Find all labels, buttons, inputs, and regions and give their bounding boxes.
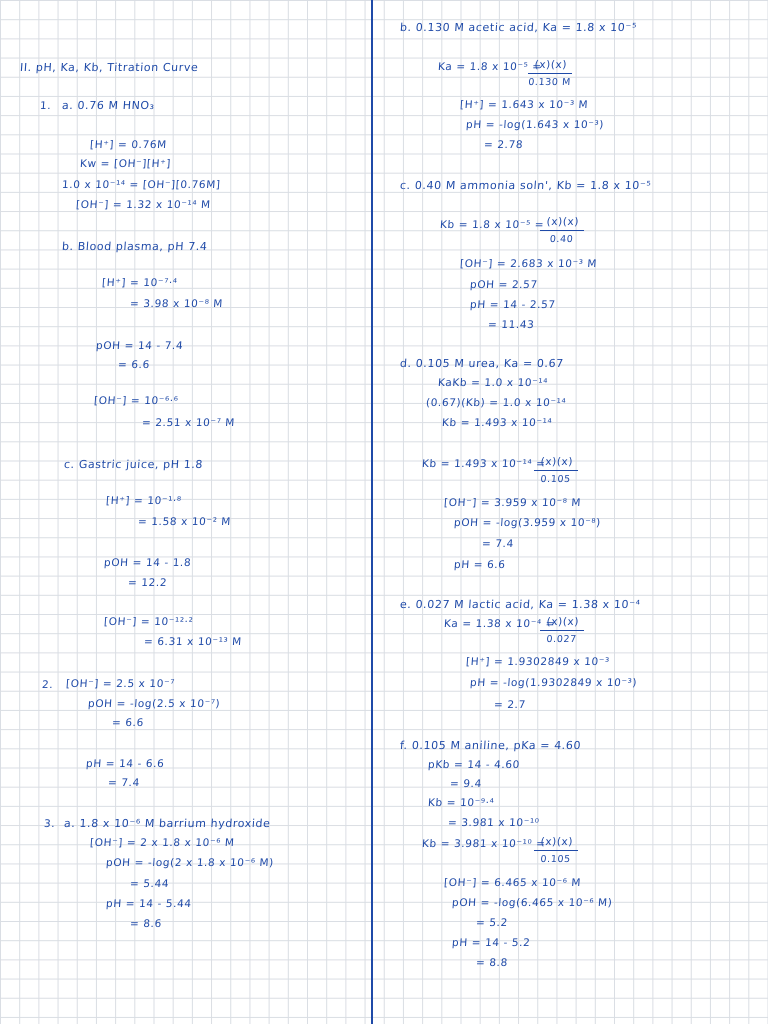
problem-1a-line: [H⁺] = 0.76M [89, 139, 168, 151]
problem-3d-line: Kb = 1.493 x 10⁻¹⁴ [441, 417, 553, 429]
fraction-denominator: 0.027 [546, 633, 578, 645]
fraction-denominator: 0.105 [540, 853, 572, 865]
problem-3d-line: KaKb = 1.0 x 10⁻¹⁴ [437, 377, 549, 389]
fraction-denominator: 0.105 [540, 473, 572, 485]
problem-1b-line: = 2.51 x 10⁻⁷ M [141, 417, 236, 429]
problem-3f-equation: Kb = 3.981 x 10⁻¹⁰ = [421, 838, 546, 850]
problem-1a-line: [OH⁻] = 1.32 x 10⁻¹⁴ M [75, 199, 211, 211]
column-divider [371, 0, 373, 1024]
problem-1c-heading: c. Gastric juice, pH 1.8 [63, 458, 204, 471]
problem-1c-line: = 12.2 [127, 577, 168, 589]
fraction-numerator: (x)(x) [534, 457, 579, 471]
problem-3d-line: (0.67)(Kb) = 1.0 x 10⁻¹⁴ [425, 397, 567, 409]
problem-3b-line: = 2.78 [483, 139, 524, 151]
problem-3f-line: = 3.981 x 10⁻¹⁰ [447, 817, 540, 829]
problem-3d-heading: d. 0.105 M urea, Ka = 0.67 [399, 357, 565, 370]
problem-3f-line: [OH⁻] = 6.465 x 10⁻⁶ M [443, 877, 582, 889]
problem-3a-line: [OH⁻] = 2 x 1.8 x 10⁻⁶ M [89, 837, 235, 849]
problem-1c-line: = 1.58 x 10⁻² M [137, 516, 232, 528]
problem-3a-heading: a. 1.8 x 10⁻⁶ M barrium hydroxide [63, 817, 271, 830]
problem-number-3: 3. [43, 818, 56, 830]
problem-1b-heading: b. Blood plasma, pH 7.4 [61, 240, 208, 253]
problem-3e-line: [H⁺] = 1.9302849 x 10⁻³ [465, 656, 611, 668]
fraction-numerator: (x)(x) [528, 60, 573, 74]
problem-1c-line: [H⁺] = 10⁻¹·⁸ [105, 495, 183, 507]
problem-3f-line: = 8.8 [475, 957, 509, 969]
problem-number-2: 2. [41, 679, 54, 691]
fraction-denominator: 0.40 [549, 233, 574, 245]
problem-3b-line: [H⁺] = 1.643 x 10⁻³ M [459, 99, 589, 111]
problem-3c-heading: c. 0.40 M ammonia soln', Kb = 1.8 x 10⁻⁵ [399, 179, 652, 192]
problem-3a-line: pH = 14 - 5.44 [105, 898, 193, 910]
section-title: II. pH, Ka, Kb, Titration Curve [19, 61, 199, 74]
problem-3b-equation: Ka = 1.8 x 10⁻⁵ = [437, 61, 543, 73]
problem-2-line: [OH⁻] = 2.5 x 10⁻⁷ [65, 678, 176, 690]
problem-3d-line: [OH⁻] = 3.959 x 10⁻⁸ M [443, 497, 582, 509]
problem-3f-line: pOH = -log(6.465 x 10⁻⁶ M) [451, 897, 613, 909]
fraction-numerator: (x)(x) [540, 617, 585, 631]
problem-number-1: 1. [39, 100, 52, 112]
problem-2-line: pOH = -log(2.5 x 10⁻⁷) [87, 698, 221, 710]
problem-3f-line: = 5.2 [475, 917, 509, 929]
problem-1b-line: [H⁺] = 10⁻⁷·⁴ [101, 277, 179, 289]
problem-3a-line: = 5.44 [129, 878, 170, 890]
problem-3f-heading: f. 0.105 M aniline, pKa = 4.60 [399, 739, 582, 752]
problem-3d-line: pOH = -log(3.959 x 10⁻⁸) [453, 517, 602, 529]
problem-3d-equation: Kb = 1.493 x 10⁻¹⁴ = [421, 458, 546, 470]
problem-3e-fraction [539, 617, 585, 644]
problem-3a-line: pOH = -log(2 x 1.8 x 10⁻⁶ M) [105, 857, 275, 869]
problem-1a-heading: a. 0.76 M HNO₃ [61, 99, 156, 112]
problem-3c-equation: Kb = 1.8 x 10⁻⁵ = [439, 219, 545, 231]
problem-3c-fraction [539, 217, 585, 244]
problem-3f-fraction [533, 837, 579, 864]
fraction-numerator: (x)(x) [534, 837, 579, 851]
problem-3d-line: = 7.4 [481, 538, 515, 550]
problem-3e-line: pH = -log(1.9302849 x 10⁻³) [469, 677, 638, 689]
problem-1b-line: = 3.98 x 10⁻⁸ M [129, 298, 224, 310]
problem-3c-line: pH = 14 - 2.57 [469, 299, 557, 311]
problem-1b-line: = 6.6 [117, 359, 151, 371]
problem-3b-line: pH = -log(1.643 x 10⁻³) [465, 119, 605, 131]
problem-1b-line: pOH = 14 - 7.4 [95, 340, 184, 352]
fraction-numerator: (x)(x) [540, 217, 585, 231]
problem-1c-line: pOH = 14 - 1.8 [103, 557, 192, 569]
problem-3f-line: = 9.4 [449, 778, 483, 790]
problem-1b-line: [OH⁻] = 10⁻⁶·⁶ [93, 395, 179, 407]
problem-3e-line: = 2.7 [493, 699, 527, 711]
problem-1a-line: Kw = [OH⁻][H⁺] [79, 158, 172, 170]
problem-3e-equation: Ka = 1.38 x 10⁻⁴ = [443, 618, 556, 630]
problem-1c-line: = 6.31 x 10⁻¹³ M [143, 636, 243, 648]
problem-3a-line: = 8.6 [129, 918, 163, 930]
problem-3c-line: pOH = 2.57 [469, 279, 539, 291]
problem-3c-line: [OH⁻] = 2.683 x 10⁻³ M [459, 258, 598, 270]
problem-3b-heading: b. 0.130 M acetic acid, Ka = 1.8 x 10⁻⁵ [399, 21, 638, 34]
problem-2-line: = 7.4 [107, 777, 141, 789]
problem-3f-line: pH = 14 - 5.2 [451, 937, 531, 949]
problem-3d-line: pH = 6.6 [453, 559, 506, 571]
problem-3b-fraction [527, 60, 573, 87]
problem-3f-line: pKb = 14 - 4.60 [427, 759, 521, 771]
problem-3f-line: Kb = 10⁻⁹·⁴ [427, 797, 495, 809]
problem-3c-line: = 11.43 [487, 319, 535, 331]
problem-3e-heading: e. 0.027 M lactic acid, Ka = 1.38 x 10⁻⁴ [399, 598, 641, 611]
problem-1c-line: [OH⁻] = 10⁻¹²·² [103, 616, 194, 628]
problem-1a-line: 1.0 x 10⁻¹⁴ = [OH⁻][0.76M] [61, 179, 221, 191]
problem-2-line: = 6.6 [111, 717, 145, 729]
problem-2-line: pH = 14 - 6.6 [85, 758, 165, 770]
problem-3d-fraction [533, 457, 579, 484]
fraction-denominator: 0.130 M [527, 76, 572, 88]
